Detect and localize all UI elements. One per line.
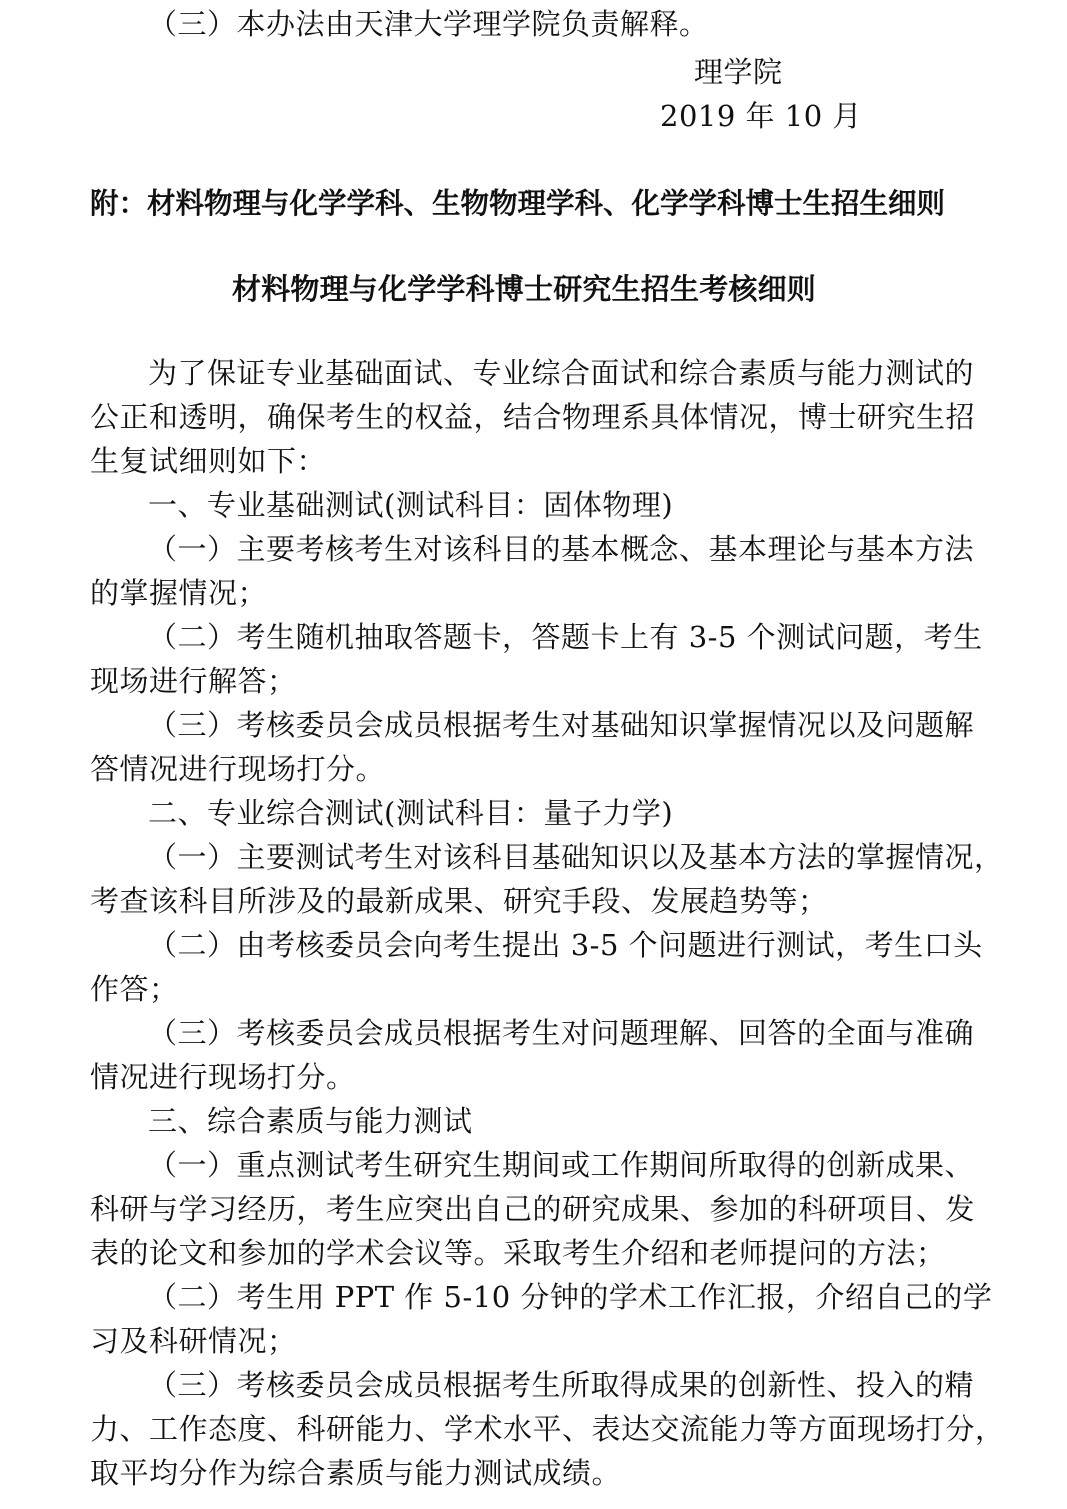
paragraph-line: 情况进行现场打分。 bbox=[90, 1060, 356, 1094]
section-heading: 二、专业综合测试(测试科目：量子力学) bbox=[148, 796, 674, 830]
paragraph-line: 为了保证专业基础面试、专业综合面试和综合素质与能力测试的 bbox=[148, 356, 975, 390]
paragraph-line: 的掌握情况； bbox=[90, 576, 268, 610]
issuer-signature: 理学院 bbox=[694, 55, 783, 89]
paragraph-line: 公正和透明，确保考生的权益，结合物理系具体情况，博士研究生招 bbox=[90, 400, 976, 434]
paragraph-line: 表的论文和参加的学术会议等。采取考生介绍和老师提问的方法； bbox=[90, 1236, 946, 1270]
paragraph-line: 习及科研情况； bbox=[90, 1324, 297, 1358]
paragraph-line: （二）考生随机抽取答题卡，答题卡上有 3-5 个测试问题，考生 bbox=[148, 620, 983, 654]
paragraph-line: 答情况进行现场打分。 bbox=[90, 752, 386, 786]
paragraph-line: 现场进行解答； bbox=[90, 664, 297, 698]
paragraph-line: （三）考核委员会成员根据考生所取得成果的创新性、投入的精 bbox=[148, 1368, 975, 1402]
paragraph-line: 生复试细则如下： bbox=[90, 444, 327, 478]
paragraph-line: （三）考核委员会成员根据考生对基础知识掌握情况以及问题解 bbox=[148, 708, 975, 742]
interpretation-clause: （三）本办法由天津大学理学院负责解释。 bbox=[148, 7, 709, 41]
section-heading: 一、专业基础测试(测试科目：固体物理) bbox=[148, 488, 674, 522]
appendix-title: 附：材料物理与化学学科、生物物理学科、化学学科博士生招生细则 bbox=[90, 186, 946, 220]
paragraph-line: 取平均分作为综合素质与能力测试成绩。 bbox=[90, 1456, 622, 1490]
paragraph-line: （二）考生用 PPT 作 5-10 分钟的学术工作汇报，介绍自己的学 bbox=[148, 1280, 993, 1314]
paragraph-line: （一）重点测试考生研究生期间或工作期间所取得的创新成果、 bbox=[148, 1148, 975, 1182]
paragraph-line: （二）由考核委员会向考生提出 3-5 个问题进行测试，考生口头 bbox=[148, 928, 983, 962]
paragraph-line: 力、工作态度、科研能力、学术水平、表达交流能力等方面现场打分， bbox=[90, 1412, 1005, 1446]
issue-date: 2019 年 10 月 bbox=[660, 99, 862, 133]
paragraph-line: （一）主要测试考生对该科目基础知识以及基本方法的掌握情况， bbox=[148, 840, 1004, 874]
paragraph-line: 作答； bbox=[90, 972, 179, 1006]
section-title: 材料物理与化学学科博士研究生招生考核细则 bbox=[232, 272, 817, 306]
paragraph-line: （三）考核委员会成员根据考生对问题理解、回答的全面与准确 bbox=[148, 1016, 975, 1050]
paragraph-line: 考查该科目所涉及的最新成果、研究手段、发展趋势等； bbox=[90, 884, 828, 918]
paragraph-line: 科研与学习经历，考生应突出自己的研究成果、参加的科研项目、发 bbox=[90, 1192, 976, 1226]
paragraph-line: （一）主要考核考生对该科目的基本概念、基本理论与基本方法 bbox=[148, 532, 975, 566]
section-heading: 三、综合素质与能力测试 bbox=[148, 1104, 473, 1138]
